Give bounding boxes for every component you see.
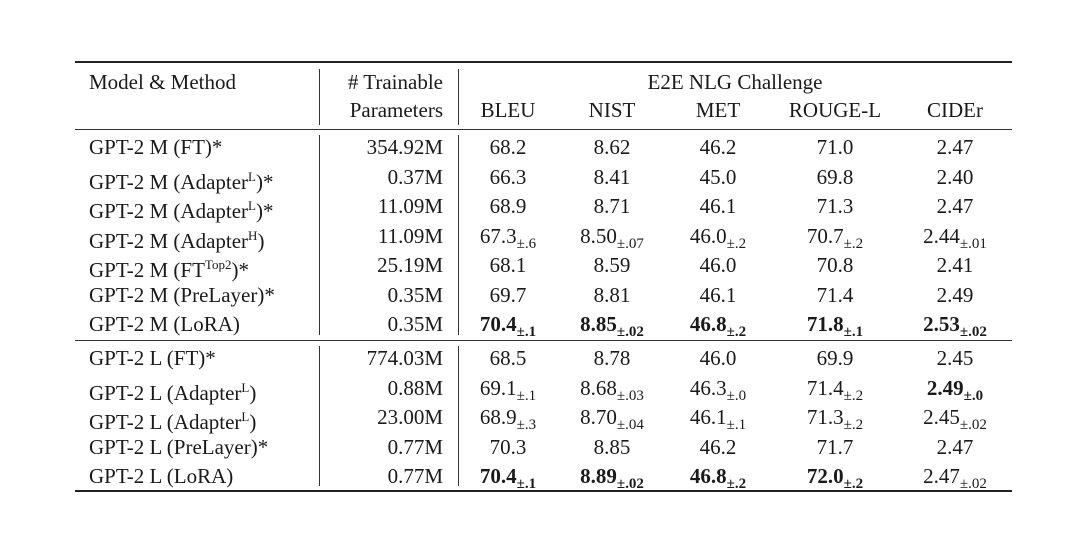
row-model-name xyxy=(89,223,264,254)
metric-value: 46.1 xyxy=(699,194,737,218)
row-params: 354.92M xyxy=(366,135,443,159)
metric-value: 68.9 xyxy=(489,194,527,218)
row-model-name xyxy=(89,404,256,435)
metric-cell-met xyxy=(663,282,773,308)
model-name-text: GPT-2 L (PreLayer xyxy=(89,434,251,459)
metric-value: 8.81 xyxy=(593,282,631,307)
vrule-group1-2 xyxy=(458,135,459,335)
header-group-e2e: E2E NLG Challenge xyxy=(647,70,823,94)
model-name-text: GPT-2 M (Adapter xyxy=(89,199,249,223)
metric-cell-cider xyxy=(900,434,1010,460)
model-name-text: GPT-2 M (PreLayer xyxy=(89,282,258,307)
metric-cell-cider xyxy=(900,193,1010,219)
metric-value: 69.8 xyxy=(816,164,854,189)
metric-value: 2.47 xyxy=(936,135,974,159)
metric-value: 8.78 xyxy=(593,346,631,370)
metric-std: ±.02 xyxy=(616,476,644,492)
row-params: 0.35M xyxy=(387,312,443,336)
model-name-text: GPT-2 M (Adapter xyxy=(89,169,249,194)
metric-std: ±.01 xyxy=(959,235,987,252)
model-name-superscript: L xyxy=(241,379,250,395)
metric-value: 2.45 xyxy=(936,346,974,370)
metric-std: ±.2 xyxy=(843,417,864,433)
metric-std: ±.0 xyxy=(963,387,984,404)
metric-cell-cider xyxy=(900,282,1010,308)
metric-std: ±.2 xyxy=(843,387,864,404)
table-bottom-rule xyxy=(75,490,1012,492)
model-name-text: GPT-2 L (Adapter xyxy=(89,410,242,434)
model-name-text: GPT-2 M (FT xyxy=(89,258,205,282)
metric-cell-bleu xyxy=(453,252,563,278)
header-rule xyxy=(75,129,1012,130)
metric-value: 8.50 xyxy=(580,223,617,248)
model-name-superscript: L xyxy=(248,168,256,184)
metric-value: 2.49 xyxy=(926,375,964,400)
metric-value: 2.41 xyxy=(936,253,974,277)
metric-cell-rouge-l xyxy=(780,134,890,160)
metric-value: 70.8 xyxy=(816,253,854,277)
metric-std: ±.03 xyxy=(616,387,644,404)
metric-value: 8.85 xyxy=(593,434,631,459)
model-name-superscript: H xyxy=(248,227,258,243)
model-name-suffix: )* xyxy=(256,199,274,223)
metric-std: ±.02 xyxy=(959,476,987,492)
metric-value: 68.5 xyxy=(489,346,527,370)
table-top-rule xyxy=(75,61,1012,63)
metric-value: 68.1 xyxy=(489,253,527,277)
row-params: 0.77M xyxy=(387,464,443,488)
metric-value: 2.47 xyxy=(923,464,960,488)
metric-cell-nist xyxy=(557,164,667,190)
row-params: 0.37M xyxy=(387,164,443,189)
model-name-superscript: Top2 xyxy=(204,257,232,272)
metric-value: 71.8 xyxy=(806,312,844,336)
metric-value: 46.0 xyxy=(699,346,737,370)
metric-cell-nist xyxy=(557,193,667,219)
metric-cell-rouge-l xyxy=(780,252,890,278)
vrule-header-1 xyxy=(319,69,320,125)
metric-cell-bleu xyxy=(453,434,563,460)
metric-value: 8.41 xyxy=(593,164,631,189)
metric-std: ±.2 xyxy=(843,476,864,492)
metric-cell-rouge-l xyxy=(780,434,890,460)
metric-std: ±.3 xyxy=(516,417,537,433)
metric-value: 72.0 xyxy=(806,464,844,488)
metric-cell-cider xyxy=(900,164,1010,190)
metric-value: 8.85 xyxy=(580,312,617,336)
metric-cell-met xyxy=(663,164,773,190)
metric-value: 2.44 xyxy=(923,223,960,248)
metric-value: 46.0 xyxy=(689,223,727,248)
metric-value: 69.9 xyxy=(816,346,854,370)
metric-std: ±.04 xyxy=(616,417,644,433)
metric-cell-met xyxy=(663,252,773,278)
metric-cell-cider xyxy=(900,345,1010,371)
metric-cell-nist xyxy=(557,134,667,160)
row-model-name xyxy=(89,375,256,406)
row-params: 0.35M xyxy=(387,282,443,307)
metric-std: ±.2 xyxy=(843,235,864,252)
metric-value: 66.3 xyxy=(489,164,527,189)
metric-value: 70.4 xyxy=(479,312,517,336)
metric-std: ±.1 xyxy=(516,476,537,492)
metric-value: 8.68 xyxy=(580,375,617,400)
metric-cell-rouge-l xyxy=(780,164,890,190)
metric-cell-bleu xyxy=(453,193,563,219)
row-model-name xyxy=(89,463,233,489)
model-name-suffix: ) xyxy=(232,312,240,336)
metric-value: 46.2 xyxy=(699,434,737,459)
metric-value: 68.2 xyxy=(489,135,527,159)
group-separator-rule xyxy=(75,340,1012,341)
model-name-suffix: )* xyxy=(231,258,249,282)
model-name-text: GPT-2 M (FT xyxy=(89,135,205,159)
header-metric-met: MET xyxy=(695,98,741,122)
metric-cell-bleu xyxy=(453,282,563,308)
metric-value: 46.8 xyxy=(689,312,727,336)
metric-value: 70.7 xyxy=(806,223,844,248)
model-name-suffix: )* xyxy=(257,282,275,307)
metric-std: ±.2 xyxy=(726,235,747,252)
row-params: 23.00M xyxy=(377,405,443,429)
metric-value: 8.70 xyxy=(580,405,617,429)
model-name-suffix: ) xyxy=(249,380,257,405)
metric-std: ±.0 xyxy=(726,387,747,404)
metric-cell-nist xyxy=(557,434,667,460)
vrule-group1-1 xyxy=(319,135,320,335)
metric-cell-nist xyxy=(557,282,667,308)
metric-value: 46.8 xyxy=(689,464,727,488)
metric-cell-met xyxy=(663,134,773,160)
model-name-suffix: )* xyxy=(198,346,216,370)
metric-cell-rouge-l xyxy=(780,193,890,219)
model-name-suffix: ) xyxy=(257,228,265,253)
metric-std: ±.1 xyxy=(516,324,537,340)
metric-value: 45.0 xyxy=(699,164,737,189)
row-model-name xyxy=(89,193,274,224)
row-params: 11.09M xyxy=(377,223,443,248)
row-params: 0.77M xyxy=(387,434,443,459)
metric-cell-met xyxy=(663,193,773,219)
row-params: 11.09M xyxy=(377,194,443,218)
metric-cell-bleu xyxy=(453,345,563,371)
metric-std: ±.07 xyxy=(616,235,644,252)
metric-value: 71.4 xyxy=(806,375,844,400)
metric-cell-met xyxy=(663,345,773,371)
vrule-group2-2 xyxy=(458,346,459,486)
vrule-group2-1 xyxy=(319,346,320,486)
metric-value: 71.7 xyxy=(816,434,854,459)
metric-value: 71.3 xyxy=(816,194,854,218)
metric-cell-cider xyxy=(900,134,1010,160)
row-model-name xyxy=(89,345,216,371)
metric-value: 46.1 xyxy=(689,405,727,429)
metric-value: 8.71 xyxy=(593,194,631,218)
header-metric-nist: NIST xyxy=(588,98,636,122)
metric-cell-rouge-l xyxy=(780,282,890,308)
header-model-method: Model & Method xyxy=(89,70,236,94)
metric-cell-bleu xyxy=(453,164,563,190)
model-name-text: GPT-2 M (Adapter xyxy=(89,228,249,253)
header-metric-bleu: BLEU xyxy=(480,98,536,122)
metric-value: 68.9 xyxy=(479,405,517,429)
metric-cell-met xyxy=(663,434,773,460)
model-name-text: GPT-2 L (FT xyxy=(89,346,199,370)
metric-value: 70.3 xyxy=(489,434,527,459)
metric-value: 8.89 xyxy=(580,464,617,488)
header-metric-cider: CIDEr xyxy=(927,98,983,122)
model-name-superscript: L xyxy=(248,198,256,213)
header-metric-rouge-l: ROUGE-L xyxy=(788,98,882,122)
metric-value: 46.3 xyxy=(689,375,727,400)
metric-std: ±.02 xyxy=(616,324,644,340)
row-model-name xyxy=(89,434,268,460)
model-name-suffix: )* xyxy=(204,135,223,159)
metric-value: 71.4 xyxy=(816,282,854,307)
metric-value: 2.47 xyxy=(936,434,974,459)
metric-std: ±.1 xyxy=(516,387,537,404)
metric-value: 70.4 xyxy=(479,464,517,488)
metric-value: 2.53 xyxy=(923,312,960,336)
model-name-text: GPT-2 L (LoRA xyxy=(89,464,227,488)
metric-value: 2.49 xyxy=(936,282,974,307)
metric-cell-nist xyxy=(557,345,667,371)
row-model-name xyxy=(89,282,275,308)
metric-cell-bleu xyxy=(453,134,563,160)
metric-value: 69.7 xyxy=(489,282,527,307)
metric-std: ±.1 xyxy=(726,417,747,433)
metric-value: 2.47 xyxy=(936,194,974,218)
metric-std: ±.2 xyxy=(726,324,747,340)
metric-cell-rouge-l xyxy=(780,345,890,371)
metric-value: 71.0 xyxy=(816,135,854,159)
model-name-text: GPT-2 L (Adapter xyxy=(89,380,242,405)
metric-value: 2.45 xyxy=(923,405,960,429)
metric-std: ±.02 xyxy=(959,324,987,340)
header-trainable-line2: Parameters xyxy=(349,98,443,122)
metric-value: 71.3 xyxy=(806,405,844,429)
metric-std: ±.02 xyxy=(959,417,987,433)
metric-value: 8.59 xyxy=(593,253,631,277)
model-name-text: GPT-2 M (LoRA xyxy=(89,312,233,336)
row-model-name xyxy=(89,311,240,337)
metric-std: ±.2 xyxy=(726,476,747,492)
metric-value: 46.0 xyxy=(699,253,737,277)
row-params: 25.19M xyxy=(377,253,443,277)
row-params: 774.03M xyxy=(366,346,443,370)
model-name-suffix: )* xyxy=(256,169,274,194)
model-name-suffix: ) xyxy=(249,410,257,434)
header-trainable-line1: # Trainable xyxy=(347,70,443,94)
metric-std: ±.1 xyxy=(843,324,864,340)
metric-value: 67.3 xyxy=(479,223,517,248)
row-model-name xyxy=(89,252,249,283)
metric-cell-cider xyxy=(900,252,1010,278)
row-params: 0.88M xyxy=(387,375,443,400)
model-name-suffix: )* xyxy=(250,434,269,459)
metric-value: 2.40 xyxy=(936,164,974,189)
metric-value: 46.1 xyxy=(699,282,737,307)
row-model-name xyxy=(89,134,222,160)
row-model-name xyxy=(89,164,274,195)
metric-cell-nist xyxy=(557,252,667,278)
metric-value: 8.62 xyxy=(593,135,631,159)
model-name-suffix: ) xyxy=(226,464,234,488)
metric-value: 46.2 xyxy=(699,135,737,159)
metric-std: ±.6 xyxy=(516,235,537,252)
model-name-superscript: L xyxy=(241,409,250,424)
vrule-header-2 xyxy=(458,69,459,125)
metric-value: 69.1 xyxy=(479,375,517,400)
